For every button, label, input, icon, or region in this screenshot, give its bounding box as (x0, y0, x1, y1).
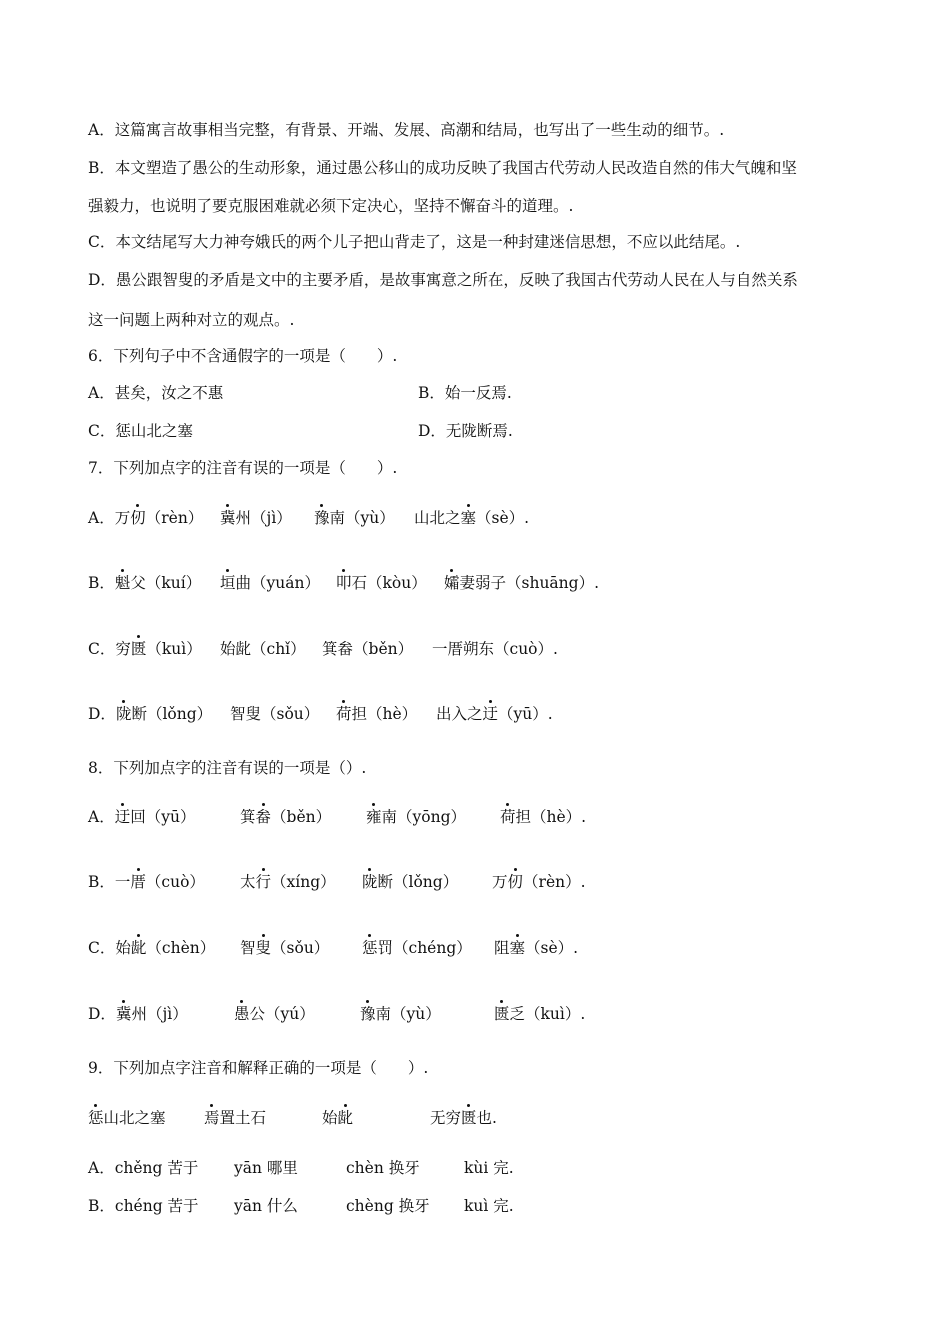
dotted-char: 魁 (114, 574, 131, 592)
q7-row-b-item4 (444, 573, 599, 593)
q7-row-c-item3 (322, 639, 413, 659)
option-label: A． (88, 808, 115, 826)
dotted-char: 行 (255, 873, 272, 891)
q9-word-4 (430, 1108, 497, 1128)
q9-option-b-1: B．chéng 苦于 (88, 1197, 199, 1215)
option-label: D． (88, 705, 116, 723)
word-text: 石（kòu） (351, 574, 427, 592)
q5-option-d-line1: D．愚公跟智叟的矛盾是文中的主要矛盾，是故事寓意之所在，反映了我国古代劳动人民在人与自然关系 (88, 271, 798, 289)
dotted-char: 塞 (509, 939, 526, 957)
option-label: A． (88, 509, 115, 527)
q9-option-a-3: chèn 换牙 (346, 1159, 420, 1177)
q8-row-d-item4 (494, 1004, 585, 1024)
word-text: 无穷 (430, 1109, 462, 1127)
q8-row-c (88, 938, 215, 958)
option-label: B． (88, 873, 115, 891)
dotted-char: 豫 (360, 1005, 376, 1023)
option-label: B． (88, 574, 115, 592)
word-text: 一 (432, 640, 448, 658)
q8-row-c-item2 (240, 938, 329, 958)
pinyin: （cuò） (145, 873, 205, 891)
pinyin: （xíng） (271, 873, 336, 891)
dotted-char: 惩 (362, 939, 378, 957)
q6-option-b: B．始一反焉. (418, 384, 512, 402)
q5-option-c: C．本文结尾写大力神夸娥氏的两个儿子把山背走了，这是一种封建迷信思想，不应以此结尾。. (88, 233, 741, 251)
word-text: 担（hè）. (515, 808, 587, 826)
option-label: C． (88, 640, 116, 658)
q9-option-a-4: kùi 完. (464, 1159, 514, 1177)
pinyin: （chèn） (146, 939, 216, 957)
pinyin: （sǒu） (271, 939, 330, 957)
word-text: 阻 (494, 939, 510, 957)
dotted-char: 陇 (362, 873, 378, 891)
word-text: 箕 (240, 808, 256, 826)
q9-word-2 (204, 1108, 266, 1128)
q7-row-c-item2 (220, 639, 306, 659)
dotted-char: 雍 (366, 808, 382, 826)
q6-option-a: A．甚矣，汝之不惠 (88, 384, 224, 402)
word-text: 乏（kuì）. (509, 1005, 586, 1023)
q7-row-d-item4 (436, 704, 553, 724)
dotted-char: 豫 (314, 509, 330, 527)
word-text: 穷 (115, 640, 131, 658)
word-text: 始 (115, 939, 131, 957)
dotted-char: 塞 (460, 509, 477, 527)
word-text: 公（yú） (249, 1005, 315, 1023)
dotted-char: 冀 (115, 1005, 132, 1023)
q8-row-a-item3 (366, 807, 466, 827)
q7-row-d-item2 (230, 704, 319, 724)
q7-row-a-item2 (220, 508, 292, 528)
word-text: 叟（sǒu） (245, 705, 320, 723)
dotted-char: 垣 (220, 574, 236, 592)
word-text: 山北之 (414, 509, 461, 527)
q8-row-d-item2 (234, 1004, 315, 1024)
dotted-char: 仞 (130, 509, 146, 527)
dotted-char: 厝 (130, 873, 146, 891)
word-text: 龀（chǐ） (235, 640, 306, 658)
q5-option-b-line1: B．本文塑造了愚公的生动形象，通过愚公移山的成功反映了我国古代劳动人民改造自然的伟大气魄和坚 (88, 159, 797, 177)
pinyin: （yū）. (498, 705, 553, 723)
word-text: 万 (492, 873, 508, 891)
dotted-char: 冀 (220, 509, 236, 527)
q8-row-a-item2 (240, 807, 331, 827)
dotted-char: 荷 (500, 808, 516, 826)
word-text: 始 (322, 1109, 338, 1127)
q7-row-c (88, 639, 202, 659)
word-text: 也. (476, 1109, 497, 1127)
q8-row-b (88, 872, 205, 892)
word-text: 箕 (322, 640, 338, 658)
q7-row-b-item2 (220, 573, 320, 593)
q5-option-d-line2: 这一问题上两种对立的观点。. (88, 311, 295, 329)
word-text: 州（jì） (235, 509, 292, 527)
q9-option-b-3: chèng 换牙 (346, 1197, 430, 1215)
dotted-char: 叟 (255, 939, 272, 957)
word-text: 一 (114, 873, 131, 891)
word-text: 州（jì） (131, 1005, 188, 1023)
dotted-char: 龀 (337, 1109, 354, 1127)
q8-row-c-item3 (362, 938, 472, 958)
word-text: 太 (240, 873, 256, 891)
word-text: 担（hè） (351, 705, 418, 723)
q7-row-a (88, 508, 203, 528)
q9-word-1 (88, 1108, 166, 1128)
q7-row-b (88, 573, 201, 593)
dotted-char: 焉 (204, 1109, 220, 1127)
q7-row-a-item4 (414, 508, 529, 528)
q9-option-b-2: yān 什么 (234, 1197, 298, 1215)
q8-row-d-item3 (360, 1004, 441, 1024)
word-text: 断（lǒng） (377, 873, 459, 891)
word-text: 南（yōng） (381, 808, 467, 826)
q9-option-b-4: kuì 完. (464, 1197, 514, 1215)
dotted-char: 孀 (444, 574, 460, 592)
pinyin: （sè）. (525, 939, 579, 957)
q8-row-c-item4 (494, 938, 578, 958)
word-text: 智 (240, 939, 256, 957)
pinyin: （běn） (271, 808, 332, 826)
dotted-char: 叩 (336, 574, 352, 592)
q8-row-b-item4 (492, 872, 586, 892)
dotted-char: 匮 (130, 640, 147, 658)
dotted-char: 荷 (336, 705, 352, 723)
word-text: 厝朔东（cuò）. (447, 640, 558, 658)
word-text: 始 (220, 640, 236, 658)
q9-option-a-1: A．chěng 苦于 (88, 1159, 199, 1177)
word-text: 罚（chéng） (377, 939, 472, 957)
q8-row-b-item3 (362, 872, 458, 892)
word-text: 置土石 (219, 1109, 267, 1127)
word-text: 畚（běn） (337, 640, 414, 658)
dotted-char: 惩 (88, 1109, 104, 1127)
word-text: 山北之塞 (103, 1109, 166, 1127)
q8-stem: 8．下列加点字的注音有误的一项是（）. (88, 759, 367, 777)
option-label: D． (88, 1005, 116, 1023)
word-text: 断（lǒng） (131, 705, 213, 723)
pinyin: （rèn）. (523, 873, 586, 891)
q6-stem: 6．下列句子中不含通假字的一项是（ ）. (88, 347, 398, 365)
q5-option-a: A．这篇寓言故事相当完整，有背景、开端、发展、高潮和结局，也写出了一些生动的细节。. (88, 121, 725, 139)
dotted-char: 陇 (115, 705, 132, 723)
q7-row-c-item4 (432, 639, 558, 659)
dotted-char: 迂 (482, 705, 499, 723)
q6-option-c: C．惩山北之塞 (88, 422, 193, 440)
q8-row-a-item4 (500, 807, 586, 827)
word-text: 智 (230, 705, 246, 723)
option-label: C． (88, 939, 116, 957)
q7-row-d-item3 (336, 704, 417, 724)
q8-row-a (88, 807, 195, 827)
q9-stem: 9．下列加点字注音和解释正确的一项是（ ）. (88, 1059, 429, 1077)
word-text: 曲（yuán） (235, 574, 320, 592)
pinyin: （sè）. (476, 509, 530, 527)
word-text: 父（kuí） (130, 574, 202, 592)
dotted-char: 迂 (114, 808, 131, 826)
word-text: 妻弱子（shuāng）. (459, 574, 600, 592)
q7-row-d (88, 704, 212, 724)
dotted-char: 龀 (130, 939, 147, 957)
q9-word-3 (322, 1108, 353, 1128)
q7-row-a-item3 (314, 508, 395, 528)
q9-option-a-2: yān 哪里 (234, 1159, 298, 1177)
q7-row-b-item3 (336, 573, 427, 593)
q8-row-d (88, 1004, 188, 1024)
q6-option-d: D．无陇断焉. (418, 422, 513, 440)
dotted-char: 仞 (507, 873, 524, 891)
word-text: 南（yù） (375, 1005, 441, 1023)
dotted-char: 匮 (494, 1005, 510, 1023)
word-text: 南（yù） (329, 509, 395, 527)
q8-row-b-item2 (240, 872, 336, 892)
word-text: 万 (114, 509, 131, 527)
word-text: 出入之 (436, 705, 483, 723)
word-text: 回（yū） (130, 808, 196, 826)
pinyin: （rèn） (145, 509, 204, 527)
dotted-char: 匮 (461, 1109, 477, 1127)
q7-stem: 7．下列加点字的注音有误的一项是（ ）. (88, 459, 398, 477)
dotted-char: 畚 (255, 808, 272, 826)
dotted-char: 愚 (234, 1005, 250, 1023)
pinyin: （kuì） (146, 640, 202, 658)
q5-option-b-line2: 强毅力，也说明了要克服困难就必须下定决心，坚持不懈奋斗的道理。. (88, 197, 574, 215)
